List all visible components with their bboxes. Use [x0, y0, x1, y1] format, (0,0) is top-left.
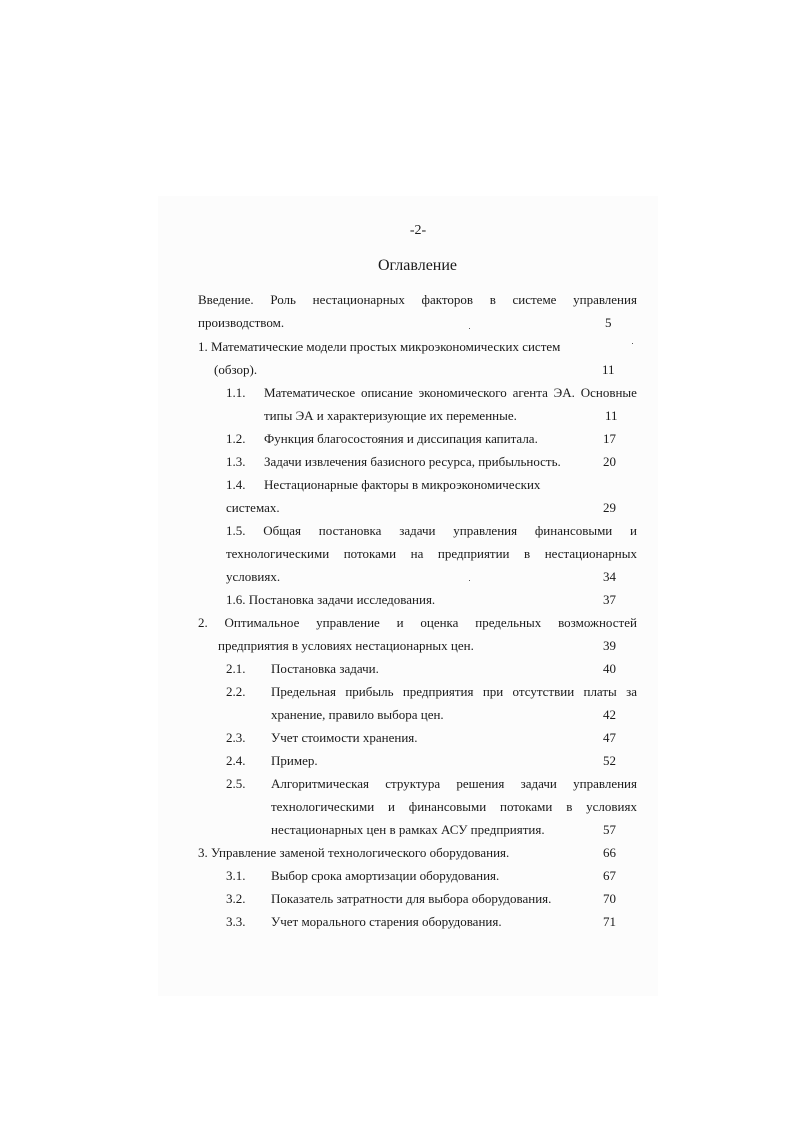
- toc-word: в: [524, 546, 531, 561]
- toc-s1-4-page: 29: [603, 500, 616, 515]
- toc-word: оценка: [420, 615, 459, 630]
- toc-word: Оптимальное: [224, 615, 300, 630]
- toc-word: 1.5.: [226, 523, 246, 538]
- toc-word: условиях: [586, 799, 637, 814]
- toc-s2-5-line2: [271, 799, 637, 815]
- toc-word: агента: [512, 385, 548, 400]
- toc-s2-3-text: Учет стоимости хранения.: [271, 730, 418, 745]
- toc-s1-6-page: 37: [603, 592, 616, 607]
- toc-word: и: [388, 799, 395, 814]
- toc-word: за: [626, 684, 637, 699]
- toc-s3-1-text: Выбор срока амортизации оборудования.: [271, 868, 500, 883]
- toc-s2-4-text: Пример.: [271, 753, 318, 768]
- toc-s1-1-line1: [264, 385, 637, 401]
- toc-word: в: [566, 799, 573, 814]
- toc-word: при: [482, 684, 504, 699]
- toc-s1-4-number: 1.4.: [226, 477, 246, 492]
- toc-word: на: [410, 546, 424, 561]
- toc-word: и: [396, 615, 404, 630]
- toc-word: нестационарных: [544, 546, 637, 561]
- toc-word: предельных: [475, 615, 542, 630]
- toc-s3-1-page: 67: [603, 868, 616, 883]
- toc-s1-5-line2: [226, 546, 637, 562]
- toc-s1-4-line2: системах.: [226, 500, 280, 515]
- toc-word: технологическими: [271, 799, 375, 814]
- toc-s2-5-number: 2.5.: [226, 776, 246, 791]
- toc-word: возможностей: [558, 615, 637, 630]
- toc-word: факторов: [421, 292, 474, 307]
- toc-ch2-page: 39: [603, 638, 616, 653]
- toc-s2-3-page: 47: [603, 730, 616, 745]
- toc-word: задачи: [399, 523, 436, 538]
- toc-word: управления: [453, 523, 518, 538]
- toc-word: решения: [456, 776, 505, 791]
- toc-s2-2-number: 2.2.: [226, 684, 246, 699]
- toc-s3-2-number: 3.2.: [226, 891, 246, 906]
- toc-intro-page: 5: [605, 315, 612, 330]
- toc-word: потоками: [343, 546, 397, 561]
- toc-word: Математическое: [264, 385, 356, 400]
- toc-s3-3-page: 71: [603, 914, 616, 929]
- toc-word: 2.: [198, 615, 208, 630]
- toc-s3-1-number: 3.1.: [226, 868, 246, 883]
- toc-s3-3-text: Учет морального старения оборудования.: [271, 914, 502, 929]
- toc-s1-3-text: Задачи извлечения базисного ресурса, прибыльность.: [264, 454, 561, 469]
- toc-ch1-line1: 1. Математические модели простых микроэкономических систем: [198, 339, 561, 354]
- toc-s2-4-page: 52: [603, 753, 616, 768]
- toc-word: экономического: [418, 385, 507, 400]
- toc-word: Предельная: [271, 684, 336, 699]
- toc-word: управления: [573, 776, 637, 791]
- toc-s1-5-line3: условиях.: [226, 569, 281, 584]
- toc-s3-2-text: Показатель затратности для выбора оборудования.: [271, 891, 552, 906]
- toc-s2-5-page: 57: [603, 822, 616, 837]
- toc-word: ЭА.: [553, 385, 575, 400]
- toc-s2-5-line3: нестационарных цен в рамках АСУ предприятия.: [271, 822, 545, 837]
- toc-s1-1-line2: типы ЭА и характеризующие их переменные.: [264, 408, 517, 423]
- toc-word: финансовыми: [534, 523, 613, 538]
- toc-s2-5-line1: [271, 776, 637, 792]
- toc-s2-1-text: Постановка задачи.: [271, 661, 379, 676]
- toc-s1-4-line1: Нестационарные факторы в микроэкономических: [264, 477, 541, 492]
- toc-word: и: [630, 523, 637, 538]
- page-number: -2-: [409, 223, 427, 238]
- toc-s2-4-number: 2.4.: [226, 753, 246, 768]
- scan-speck: [469, 580, 470, 581]
- toc-word: постановка: [318, 523, 382, 538]
- toc-word: прибыль: [345, 684, 394, 699]
- toc-word: отсутствии: [512, 684, 575, 699]
- scan-speck: [469, 328, 470, 329]
- toc-word: в: [489, 292, 496, 307]
- toc-word: финансовыми: [408, 799, 487, 814]
- toc-ch3-page: 66: [603, 845, 616, 860]
- toc-s2-2-line1: [271, 684, 637, 700]
- toc-s3-3-number: 3.3.: [226, 914, 246, 929]
- toc-s2-3-number: 2.3.: [226, 730, 246, 745]
- toc-intro-line2: производством.: [198, 315, 285, 330]
- toc-s2-1-number: 2.1.: [226, 661, 246, 676]
- toc-s1-6-text: 1.6. Постановка задачи исследования.: [226, 592, 436, 607]
- toc-s1-2-number: 1.2.: [226, 431, 246, 446]
- toc-s1-3-page: 20: [603, 454, 616, 469]
- toc-word: потоками: [500, 799, 553, 814]
- toc-word: нестационарных: [312, 292, 405, 307]
- toc-ch1-line2: (обзор).: [214, 362, 258, 377]
- toc-intro-line1: [198, 292, 637, 308]
- toc-word: описание: [360, 385, 413, 400]
- toc-s1-2-page: 17: [603, 431, 616, 446]
- toc-s1-5-page: 34: [603, 569, 616, 584]
- toc-word: Роль: [270, 292, 296, 307]
- toc-ch2-line1: [198, 615, 637, 631]
- toc-s1-3-number: 1.3.: [226, 454, 246, 469]
- toc-word: Введение.: [198, 292, 254, 307]
- toc-ch2-line2: предприятия в условиях нестационарных цен.: [218, 638, 474, 653]
- toc-word: структура: [385, 776, 441, 791]
- toc-word: задачи: [520, 776, 557, 791]
- toc-s1-1-page: 11: [605, 408, 618, 423]
- toc-ch1-page: 11: [602, 362, 615, 377]
- scan-speck: [632, 343, 633, 344]
- toc-word: предприятия: [402, 684, 474, 699]
- toc-s1-2-text: Функция благосостояния и диссипация капитала.: [264, 431, 538, 446]
- toc-word: системе: [512, 292, 557, 307]
- toc-s3-2-page: 70: [603, 891, 616, 906]
- toc-word: управление: [316, 615, 380, 630]
- toc-word: Общая: [263, 523, 302, 538]
- toc-s1-1-number: 1.1.: [226, 385, 246, 400]
- toc-s2-2-line2: хранение, правило выбора цен.: [271, 707, 444, 722]
- toc-word: технологическими: [226, 546, 330, 561]
- toc-s2-1-page: 40: [603, 661, 616, 676]
- toc-word: Основные: [580, 385, 637, 400]
- toc-word: предприятии: [437, 546, 510, 561]
- toc-s2-2-page: 42: [603, 707, 616, 722]
- toc-ch3-text: 3. Управление заменой технологического оборудования.: [198, 845, 510, 860]
- toc-word: управления: [573, 292, 637, 307]
- page-title: Оглавление: [377, 257, 458, 274]
- toc-word: Алгоритмическая: [271, 776, 369, 791]
- toc-word: платы: [583, 684, 617, 699]
- toc-s1-5-line1: [226, 523, 637, 539]
